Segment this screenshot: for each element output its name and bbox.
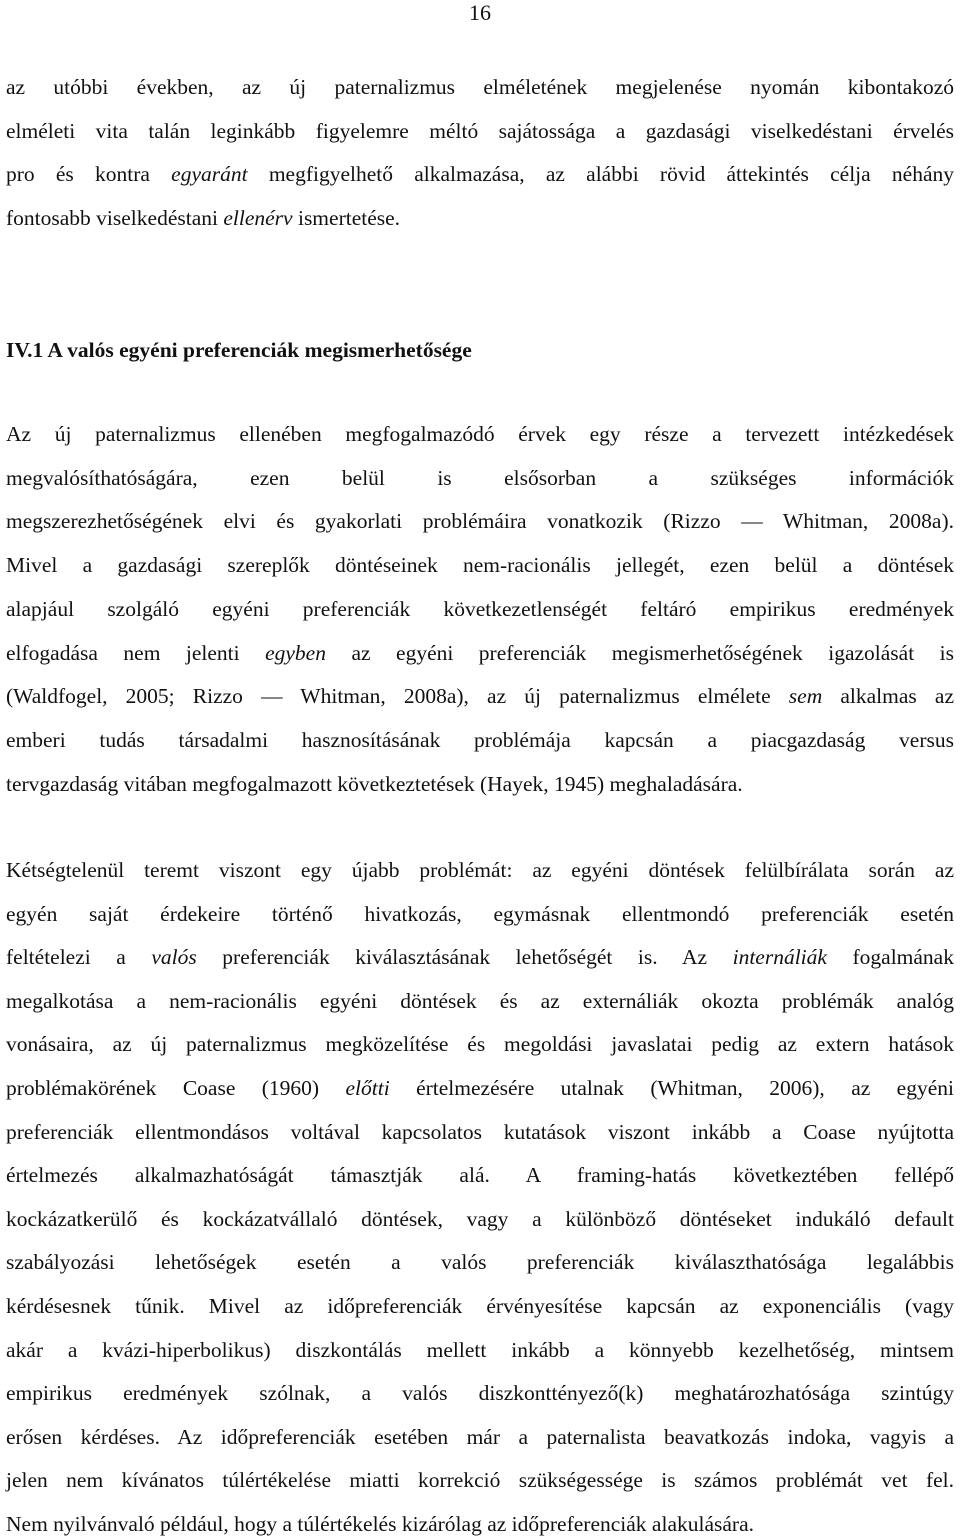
text-run: megfigyelhető alkalmazása, az alábbi rövid áttekintés célja néhány: [247, 162, 954, 186]
text-line: [6, 116, 954, 146]
text-run: ismertetése.: [292, 205, 401, 230]
text-run: Az új paternalizmus ellenében megfogalmazódó érvek egy része a tervezett intézkedések: [6, 422, 954, 446]
text-line: [6, 550, 954, 580]
text-line: [6, 1204, 954, 1234]
italic-text: sem: [788, 684, 823, 709]
text-line: [6, 638, 954, 668]
italic-text: előtti: [345, 1076, 390, 1100]
text-line: [6, 942, 954, 972]
text-line: [6, 463, 954, 493]
text-line: [6, 1291, 954, 1321]
text-line: [6, 506, 954, 536]
text-run: Mivel a gazdasági szereplők döntéseinek nem-racionális jellegét, ezen belül a döntések: [6, 553, 954, 578]
text-run: empirikus eredmények szólnak, a valós diszkonttényező(k) meghatározhatósága szintúgy: [6, 1381, 954, 1406]
text-run: elméleti vita talán leginkább figyelemre méltó sajátossága a gazdasági viselkedéstani érvelés: [6, 118, 954, 143]
text-run: emberi tudás társadalmi hasznosításának problémája kapcsán a piacgazdaság versus: [6, 727, 954, 752]
text-run: (Waldfogel, 2005; Rizzo ― Whitman, 2008a), az új paternalizmus elmélete: [6, 684, 789, 709]
text-line: [6, 72, 954, 102]
text-line: [6, 1422, 954, 1452]
italic-text: ellenérv: [223, 205, 293, 230]
text-run: fontosabb viselkedéstani: [6, 205, 224, 230]
text-run: Kétségtelenül teremt viszont egy újabb problémát: az egyéni döntések felülbírálata során az: [6, 858, 954, 882]
text-line: [6, 681, 954, 711]
text-line: [6, 855, 954, 885]
text-line: [6, 1073, 954, 1103]
text-run: megvalósíthatóságára, ezen belül is elsősorban a szükséges információk: [6, 465, 954, 490]
text-run: az egyéni preferenciák megismerhetőségének igazolását is: [325, 640, 954, 665]
italic-text: valós: [151, 945, 197, 970]
text-line: [6, 1247, 954, 1277]
text-run: Nem nyilvánvaló például, hogy a túlértékelés kizárólag az időpreferenciák alakulására.: [6, 1512, 754, 1536]
text-run: jelen nem kívánatos túlértékelése miatti korrekció szükségessége is számos problémát vet fel.: [6, 1468, 954, 1493]
italic-text: egyben: [265, 640, 326, 665]
text-line: [6, 419, 954, 449]
text-run: az utóbbi években, az új paternalizmus elméletének megjelenése nyomán kibontakozó: [6, 75, 954, 99]
text-run: alkalmas az: [822, 684, 954, 709]
text-run: preferenciák ellentmondásos voltával kapcsolatos kutatások viszont inkább a Coase nyújtotta: [6, 1119, 954, 1144]
text-run: alapjául szolgáló egyéni preferenciák következetlenségét feltáró empirikus eredmények: [6, 596, 954, 621]
text-run: erősen kérdéses. Az időpreferenciák esetében már a paternalista beavatkozás indoka, vagyis a: [6, 1424, 954, 1449]
text-run: tervgazdaság vitában megfogalmazott következtetések (Hayek, 1945) meghaladására.: [6, 771, 743, 796]
text-run: egyén saját érdekeire történő hivatkozás, egymásnak ellentmondó preferenciák esetén: [6, 901, 954, 926]
text-line: [6, 1378, 954, 1408]
text-line: [6, 1335, 954, 1365]
text-run: preferenciák kiválasztásának lehetőségét is. Az: [196, 945, 733, 970]
text-run: szabályozási lehetőségek esetén a valós preferenciák kiválaszthatósága legalábbis: [6, 1250, 954, 1275]
text-run: feltételezi a: [6, 945, 152, 970]
text-line: [6, 203, 954, 233]
text-run: akár a kvázi-hiperbolikus) diszkontálás mellett inkább a könnyebb kezelhetőség, mintsem: [6, 1337, 954, 1362]
text-run: problémakörének Coase (1960): [6, 1076, 346, 1100]
text-line: [6, 1160, 954, 1190]
text-line: [6, 899, 954, 929]
section-heading: IV.1 A valós egyéni preferenciák megismerhetősége: [6, 338, 472, 362]
text-line: [6, 594, 954, 624]
text-run: vonásaira, az új paternalizmus megközelítése és megoldási javaslatai pedig az extern hatások: [6, 1032, 954, 1057]
text-line: [6, 1117, 954, 1147]
text-line: [6, 1509, 954, 1539]
text-run: értelmezés alkalmazhatóságát támasztják alá. A framing-hatás következtében fellépő: [6, 1163, 954, 1188]
text-run: értelmezésére utalnak (Whitman, 2006), az egyéni: [389, 1076, 954, 1100]
text-line: [6, 725, 954, 755]
italic-text: egyaránt: [171, 162, 248, 186]
text-run: kérdésesnek tűnik. Mivel az időpreferenciák érvényesítése kapcsán az exponenciális (vagy: [6, 1294, 954, 1318]
text-line: [6, 1029, 954, 1059]
text-run: kockázatkerülő és kockázatvállaló döntések, vagy a különböző döntéseket indukáló default: [6, 1206, 954, 1231]
text-run: elfogadása nem jelenti: [6, 640, 266, 665]
page-number: 16: [469, 0, 491, 25]
text-run: megszerezhetőségének elvi és gyakorlati problémáira vonatkozik (Rizzo ― Whitman, 2008a).: [6, 509, 954, 534]
text-run: fogalmának: [826, 945, 954, 970]
text-line: [6, 1465, 954, 1495]
text-line: [6, 769, 954, 799]
text-run: pro és kontra: [6, 162, 172, 186]
text-run: megalkotása a nem-racionális egyéni döntések és az externáliák okozta problémák analóg: [6, 988, 954, 1013]
text-line: [6, 986, 954, 1016]
text-line: [6, 159, 954, 189]
italic-text: internáliák: [732, 945, 827, 970]
